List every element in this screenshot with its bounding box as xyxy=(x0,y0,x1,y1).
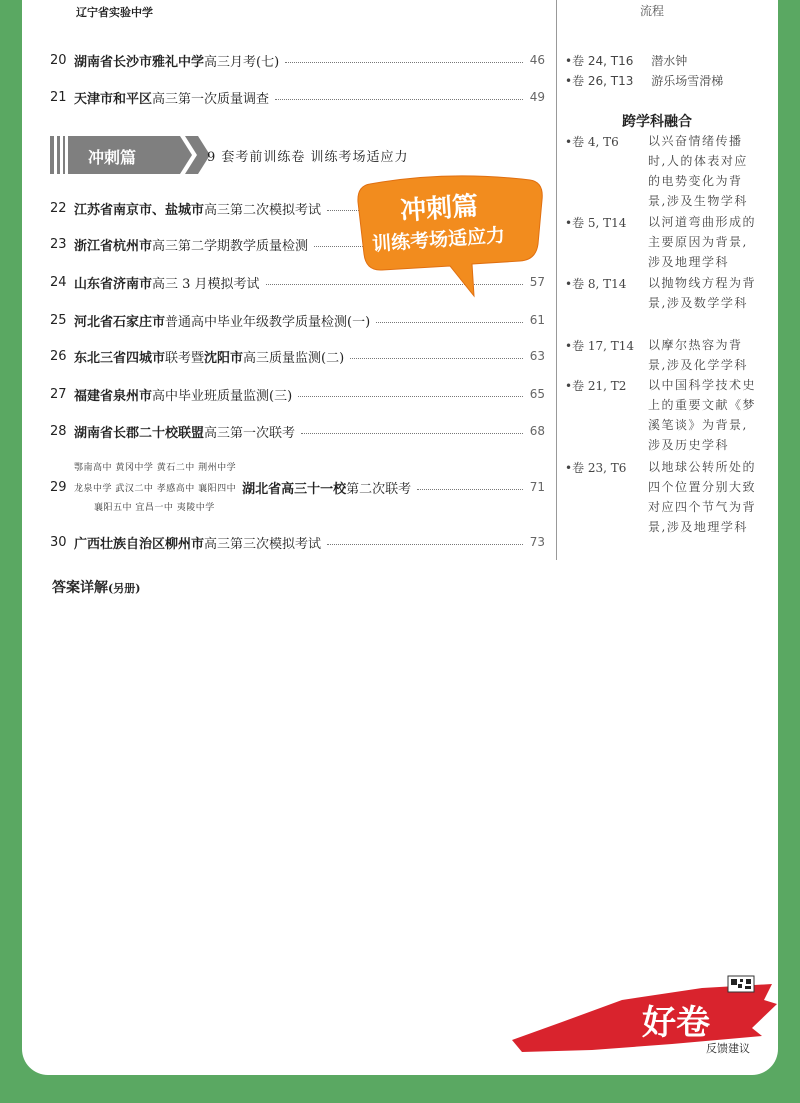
toc-entry-27[interactable]: 27 福建省泉州市 高中毕业班质量监测(三) 65 xyxy=(50,386,545,404)
feedback-link[interactable]: 反馈建议 xyxy=(706,1042,750,1055)
right-desc-6: 以地球公转所处的四个位置分别大致对应四个节气为背景,涉及地理学科 xyxy=(648,460,757,534)
header-right: 流程 xyxy=(640,4,665,18)
right-item-2: •卷 26, T13 游乐场雪滑梯 xyxy=(565,74,724,88)
header-left: 辽宁省实验中学 xyxy=(76,6,153,19)
toc-entry-21[interactable]: 21 天津市和平区 高三第一次质量调查 49 xyxy=(50,89,545,107)
right-heading: 跨学科融合 xyxy=(622,114,692,130)
answer-section-title: 答案详解(另册) xyxy=(52,580,141,596)
toc-entry-20[interactable]: 20 湖南省长沙市雅礼中学 高三月考(七) 46 xyxy=(50,52,545,70)
right-desc-2: 以河道弯曲形成的主要原因为背景,涉及地理学科 xyxy=(648,215,757,269)
banner-title: 冲刺篇 xyxy=(88,148,137,167)
toc-entry-23[interactable]: 23 浙江省杭州市 高三第二学期教学质量检测 xyxy=(50,234,545,254)
toc-entry-22[interactable]: 22 江苏省南京市、盐城市 高三第二次模拟考试 xyxy=(50,198,545,218)
school-list-line1: 鄂南高中 黄冈中学 黄石二中 荆州中学 xyxy=(74,463,237,473)
bubble-line1: 冲刺篇 xyxy=(399,191,480,227)
right-key-6: •卷 23, T6 xyxy=(565,461,627,475)
banner-subtitle: 9 套考前训练卷 训练考场适应力 xyxy=(207,150,409,165)
toc-entry-25[interactable]: 25 河北省石家庄市 普通高中毕业年级教学质量检测(一) 61 xyxy=(50,312,545,330)
column-divider xyxy=(556,0,557,560)
right-key-5: •卷 21, T2 xyxy=(565,379,627,393)
right-desc-1: 以兴奋情绪传播时,人的体表对应的电势变化为背景,涉及生物学科 xyxy=(648,134,748,208)
right-key-3: •卷 8, T14 xyxy=(565,277,627,291)
right-key-1: •卷 4, T6 xyxy=(565,135,619,149)
toc-entry-24[interactable]: 24 山东省济南市 高三 3 月模拟考试 57 xyxy=(50,274,545,292)
svg-text:好卷: 好卷 xyxy=(642,1003,710,1043)
right-desc-5: 以中国科学技术史上的重要文献《梦溪笔谈》为背景,涉及历史学科 xyxy=(648,378,757,452)
right-key-2: •卷 5, T14 xyxy=(565,216,627,230)
bubble-line2: 训练考场适应力 xyxy=(371,224,506,256)
right-item-1: •卷 24, T16 潜水钟 xyxy=(565,54,688,68)
toc-entry-30[interactable]: 30 广西壮族自治区柳州市 高三第三次模拟考试 73 xyxy=(50,534,545,552)
toc-entry-26[interactable]: 26 东北三省四城市 联考暨 沈阳市 高三质量监测(二) 63 xyxy=(50,348,545,366)
right-key-4: •卷 17, T14 xyxy=(565,339,635,353)
toc-entry-29[interactable]: 29 龙泉中学 武汉二中 孝感高中 襄阳四中 湖北省高三十一校 第二次联考 71 xyxy=(50,479,545,497)
toc-entry-28[interactable]: 28 湖南省长郡二十校联盟 高三第一次联考 68 xyxy=(50,423,545,441)
right-desc-3: 以抛物线方程为背景,涉及数学学科 xyxy=(648,276,757,310)
school-list-line3: 襄阳五中 宜昌一中 夷陵中学 xyxy=(94,503,215,513)
right-desc-4: 以摩尔热容为背景,涉及化学学科 xyxy=(648,338,748,372)
document-page xyxy=(22,0,778,1075)
